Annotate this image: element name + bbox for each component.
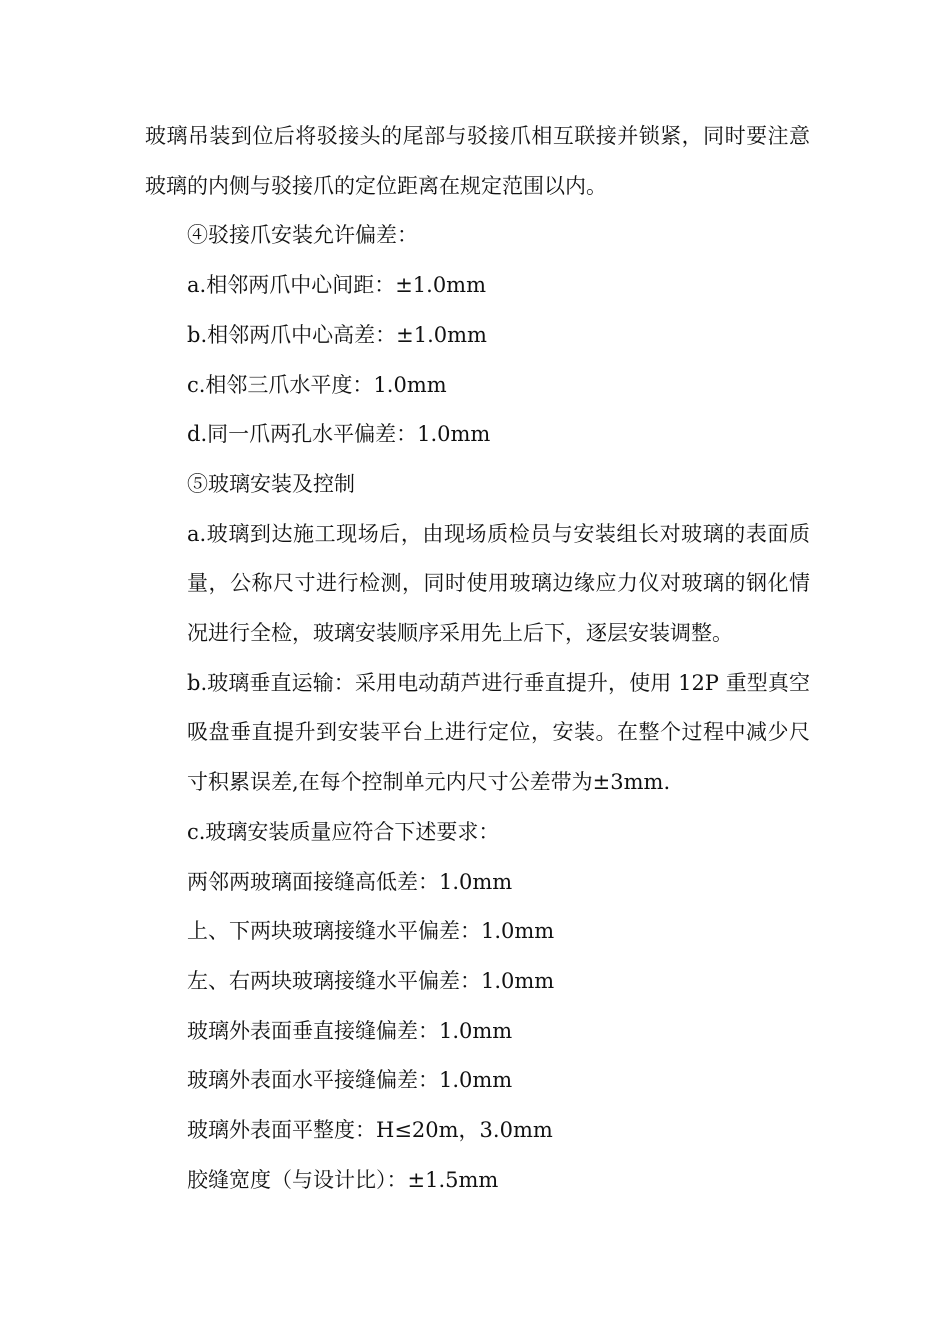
- list-item-claw-height: b.相邻两爪中心高差：±1.0mm: [187, 322, 487, 347]
- list-item-horizontal-seam: 玻璃外表面水平接缝偏差：1.0mm: [187, 1068, 513, 1093]
- list-item-left-right-seam: 左、右两块玻璃接缝水平偏差：1.0mm: [187, 968, 555, 993]
- heading-quality-requirements: c.玻璃安装质量应符合下述要求：: [187, 819, 500, 844]
- heading-glass-install: ⑤玻璃安装及控制: [187, 471, 355, 496]
- list-item-upper-lower-seam: 上、下两块玻璃接缝水平偏差：1.0mm: [187, 919, 555, 944]
- paragraph-glass-inspection: a.玻璃到达施工现场后，由现场质检员与安装组长对玻璃的表面质量，公称尺寸进行检测，同时使用玻璃边缘应力仪对玻璃的钢化情况进行全检，玻璃安装顺序采用先上后下，逐层安装调整。: [187, 521, 810, 646]
- list-item-vertical-seam: 玻璃外表面垂直接缝偏差：1.0mm: [187, 1018, 513, 1043]
- heading-claw-tolerance: ④驳接爪安装允许偏差：: [187, 223, 418, 248]
- list-item-three-claw-level: c.相邻三爪水平度：1.0mm: [187, 372, 447, 397]
- list-item-hole-level: d.同一爪两孔水平偏差：1.0mm: [187, 422, 491, 447]
- document-body: [145, 112, 810, 1205]
- list-item-adjacent-seam: 两邻两玻璃面接缝高低差：1.0mm: [187, 869, 513, 894]
- list-item-flatness: 玻璃外表面平整度：H≤20m，3.0mm: [187, 1118, 553, 1143]
- list-item-joint-width: 胶缝宽度（与设计比）：±1.5mm: [187, 1167, 499, 1192]
- paragraph-lifting-connection: 玻璃吊装到位后将驳接头的尾部与驳接爪相互联接并锁紧，同时要注意玻璃的内侧与驳接爪的定位距离在规定范围以内。: [145, 124, 810, 198]
- paragraph-vertical-transport: b.玻璃垂直运输：采用电动葫芦进行垂直提升，使用 12P 重型真空吸盘垂直提升到安装平台上进行定位，安装。在整个过程中减少尺寸积累误差,在每个控制单元内尺寸公差带为±3mm.: [187, 670, 810, 795]
- list-item-claw-spacing: a.相邻两爪中心间距：±1.0mm: [187, 273, 487, 298]
